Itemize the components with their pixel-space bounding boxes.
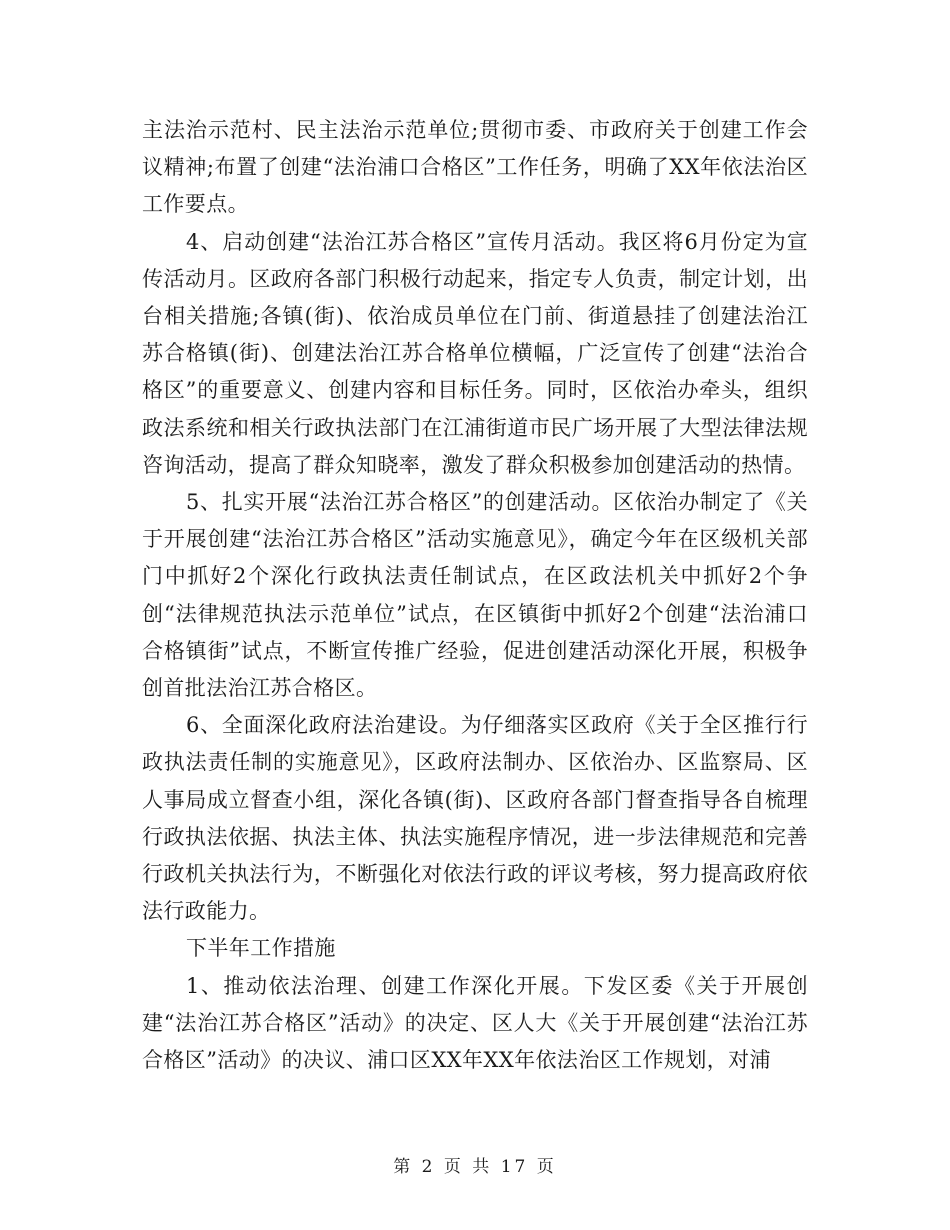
document-body xyxy=(142,112,808,1079)
paragraph-item-6: 6、全面深化政府法治建设。为仔细落实区政府《关于全区推行行政执法责任制的实施意见》，区政府法制办、区依治办、区监察局、区人事局成立督查小组，深化各镇(街)、区政府各部门督查指导各自梳理行政执法依据、执法主体、执法实施程序情况，进一步法律规范和完善行政机关执法行为，不断强化对依法行政的评议考核，努力提高政府依法行政能力。 xyxy=(142,713,808,924)
paragraph-item-5: 5、扎实开展“法治江苏合格区”的创建活动。区依治办制定了《关于开展创建“法治江苏合格区”活动实施意见》，确定今年在区级机关部门中抓好2个深化行政执法责任制试点，在区政法机关中抓好2个争创“法律规范执法示范单位”试点，在区镇街中抓好2个创建“法治浦口合格镇街”试点，不断宣传推广经验，促进创建活动深化开展，积极争创首批法治江苏合格区。 xyxy=(142,490,808,701)
section-heading-second-half: 下半年工作措施 xyxy=(186,936,336,961)
paragraph-measure-1: 1、推动依法治理、创建工作深化开展。下发区委《关于开展创建“法治江苏合格区”活动》的决定、区人大《关于开展创建“法治江苏合格区”活动》的决议、浦口区XX年XX年依法治区工作规划，对浦 xyxy=(142,973,808,1073)
paragraph-item-4: 4、启动创建“法治江苏合格区”宣传月活动。我区将6月份定为宣传活动月。区政府各部门积极行动起来，指定专人负责，制定计划，出台相关措施;各镇(街)、依治成员单位在门前、街道悬挂了创建法治江苏合格镇(街)、创建法治江苏合格单位横幅，广泛宣传了创建“法治合格区”的重要意义、创建内容和目标任务。同时，区依治办牵头，组织政法系统和相关行政执法部门在江浦街道市民广场开展了大型法律法规咨询活动，提高了群众知晓率，激发了群众积极参加创建活动的热情。 xyxy=(142,229,808,477)
paragraph-continuation: 主法治示范村、民主法治示范单位;贯彻市委、市政府关于创建工作会议精神;布置了创建“法治浦口合格区”工作任务，明确了XX年依法治区工作要点。 xyxy=(142,118,808,217)
page-number-footer: 第 2 页 共 17 页 xyxy=(393,1157,557,1177)
